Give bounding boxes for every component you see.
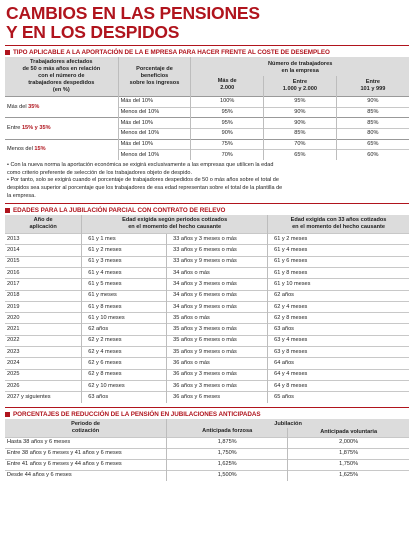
year-cell: 2025 (5, 369, 82, 380)
rate-cell: 75% (191, 139, 264, 150)
age-cell: 62 y 6 meses (82, 358, 167, 369)
pension-reduction-table (5, 419, 409, 481)
year-cell: 2021 (5, 324, 82, 335)
forced-rate-cell: 1,625% (167, 459, 288, 470)
header-year: Año de aplicación (5, 215, 82, 234)
voluntary-rate-cell: 1,750% (288, 459, 409, 470)
page-title (6, 4, 409, 42)
section-1-notes (7, 162, 409, 200)
year-cell: 2015 (5, 256, 82, 267)
rate-cell: 70% (191, 150, 264, 160)
benefit-cell: Menos del 10% (118, 107, 191, 118)
table-row (5, 234, 409, 245)
age-cell: 62 y 10 meses (82, 380, 167, 391)
section-divider (5, 407, 409, 408)
age-33-cell: 65 años (268, 392, 409, 403)
period-cell: Entre 41 años y 6 meses y 44 años y 6 meses (5, 459, 167, 470)
section-divider (5, 203, 409, 204)
benefit-cell: Más del 10% (118, 139, 191, 150)
rate-cell: 85% (336, 107, 409, 118)
forced-rate-cell: 1,875% (167, 437, 288, 448)
voluntary-rate-cell: 1,875% (288, 448, 409, 459)
table-row (5, 380, 409, 391)
year-cell: 2024 (5, 358, 82, 369)
period-cell: Entre 38 años y 6 meses y 41 años y 6 meses (5, 448, 167, 459)
header-age-by-contribution: Edad exigida según periodos cotizados en el momento del hecho causante (82, 215, 268, 234)
contribution-rate-rows (5, 97, 409, 161)
table-row (5, 470, 409, 481)
year-cell: 2013 (5, 234, 82, 245)
square-bullet-icon (5, 412, 10, 417)
age-33-cell: 61 y 4 meses (268, 245, 409, 256)
section-2-heading-text: EDADES PARA LA JUBILACIÓN PARCIAL CON CONTRATO DE RELEVO (13, 207, 226, 215)
age-33-cell: 62 y 8 meses (268, 313, 409, 324)
year-cell: 2023 (5, 347, 82, 358)
year-cell: 2019 (5, 301, 82, 312)
year-cell: 2018 (5, 290, 82, 301)
table-row (5, 290, 409, 301)
period-cell: 33 años y 3 meses o más (167, 234, 268, 245)
contribution-rate-table (5, 57, 409, 160)
age-cell: 62 y 4 meses (82, 347, 167, 358)
table-row (5, 97, 409, 108)
table-row (5, 267, 409, 278)
age-cell: 61 y 10 meses (82, 313, 167, 324)
age-cell: 61 y meses (82, 290, 167, 301)
table-row (5, 301, 409, 312)
age-cell: 63 años (82, 392, 167, 403)
header-retirement: Jubilación (167, 419, 409, 428)
partial-retirement-rows (5, 234, 409, 403)
section-3-heading-text: PORCENTAJES DE REDUCCIÓN DE LA PENSIÓN EN JUBILACIONES ANTICIPADAS (13, 410, 261, 418)
period-cell: 35 años y 3 meses o más (167, 324, 268, 335)
benefit-cell: Más del 10% (118, 118, 191, 129)
table-row (5, 369, 409, 380)
period-cell: 33 años y 9 meses o más (167, 256, 268, 267)
rate-cell: 70% (264, 139, 337, 150)
header-forced-early: Anticipada forzosa (167, 428, 288, 438)
year-cell: 2017 (5, 279, 82, 290)
header-contribution-period: Periodo de cotización (5, 419, 167, 438)
period-cell: 35 años y 6 meses o más (167, 335, 268, 346)
age-33-cell: 62 y 4 meses (268, 301, 409, 312)
rate-cell: 60% (336, 150, 409, 160)
pension-reduction-rows (5, 437, 409, 481)
age-cell: 61 y 2 meses (82, 245, 167, 256)
rate-cell: 65% (336, 139, 409, 150)
table-row (5, 358, 409, 369)
period-cell: Desde 44 años y 6 meses (5, 470, 167, 481)
period-cell: 35 años y 9 meses o más (167, 347, 268, 358)
table-row (5, 335, 409, 346)
period-cell: 36 años y 3 meses o más (167, 369, 268, 380)
table-row (5, 139, 409, 150)
header-more-than-2000: Más de 2.000 (191, 76, 264, 96)
group-label: Menos del 15% (5, 139, 118, 160)
benefit-cell: Menos del 10% (118, 129, 191, 140)
year-cell: 2026 (5, 380, 82, 391)
year-cell: 2014 (5, 245, 82, 256)
table-row (5, 118, 409, 129)
group-label: Entre 15% y 35% (5, 118, 118, 139)
year-cell: 2022 (5, 335, 82, 346)
age-33-cell: 61 y 8 meses (268, 267, 409, 278)
header-benefit-percentage: Porcentaje de beneficios sobre los ingresos (118, 57, 191, 97)
voluntary-rate-cell: 1,625% (288, 470, 409, 481)
square-bullet-icon (5, 50, 10, 55)
rate-cell: 65% (264, 150, 337, 160)
note-1: • Con la nueva norma la aportación económica se exigirá exclusivamente a las empresas que utilicen la edad como criterio preferente de selección de los trabajadores objeto de despido. (7, 162, 274, 176)
period-cell: 34 años y 3 meses o más (167, 279, 268, 290)
table-row (5, 313, 409, 324)
age-33-cell: 61 y 10 meses (268, 279, 409, 290)
group-label: Más del 35% (5, 97, 118, 118)
forced-rate-cell: 1,500% (167, 470, 288, 481)
age-cell: 61 y 1 mes (82, 234, 167, 245)
age-33-cell: 61 y 6 meses (268, 256, 409, 267)
table-row (5, 459, 409, 470)
period-cell: 34 años y 9 meses o más (167, 301, 268, 312)
square-bullet-icon (5, 208, 10, 213)
age-33-cell: 63 y 4 meses (268, 335, 409, 346)
year-cell: 2020 (5, 313, 82, 324)
benefit-cell: Menos del 10% (118, 150, 191, 160)
age-33-cell: 61 y 2 meses (268, 234, 409, 245)
age-cell: 61 y 4 meses (82, 267, 167, 278)
table-row (5, 279, 409, 290)
age-cell: 62 y 2 meses (82, 335, 167, 346)
age-cell: 61 y 5 meses (82, 279, 167, 290)
period-cell: Hasta 38 años y 6 meses (5, 437, 167, 448)
forced-rate-cell: 1,750% (167, 448, 288, 459)
title-line-2: Y EN LOS DESPIDOS (6, 22, 180, 42)
period-cell: 36 años y 6 meses (167, 392, 268, 403)
table-row (5, 448, 409, 459)
period-cell: 36 años y 3 meses o más (167, 380, 268, 391)
page (0, 4, 414, 556)
age-cell: 61 y 3 meses (82, 256, 167, 267)
rate-cell: 100% (191, 97, 264, 108)
period-cell: 35 años o más (167, 313, 268, 324)
period-cell: 34 años y 6 meses o más (167, 290, 268, 301)
title-line-1: CAMBIOS EN LAS PENSIONES (6, 3, 260, 23)
table-row (5, 437, 409, 448)
age-33-cell: 64 y 4 meses (268, 369, 409, 380)
section-1-heading-text: TIPO APLICABLE A LA APORTACIÓN DE LA E MPRESA PARA HACER FRENTE AL COSTE DE DESEMPLEO (13, 49, 330, 56)
header-affected-workers: Trabajadores afectados de 50 o más años en relación con el número de trabajadores despedidos (en %) (5, 57, 118, 97)
section-2-heading (5, 206, 409, 215)
period-cell: 33 años y 6 meses o más (167, 245, 268, 256)
year-cell: 2016 (5, 267, 82, 278)
header-voluntary-early: Anticipada voluntaria (288, 428, 409, 438)
rate-cell: 85% (336, 118, 409, 129)
header-company-workers: Número de trabajadores en la empresa (191, 57, 409, 76)
age-33-cell: 64 años (268, 358, 409, 369)
age-33-cell: 63 años (268, 324, 409, 335)
age-33-cell: 63 y 8 meses (268, 347, 409, 358)
period-cell: 34 años o más (167, 267, 268, 278)
note-2: • Por tanto, solo se exigirá cuando el porcentaje de trabajadores despedidos de 50 o más años sobre el total de despidos sea superior al porcentaje que los trabajadores de esa edad representan sobre el total de la plantilla de la empresa. (7, 177, 283, 199)
age-cell: 62 años (82, 324, 167, 335)
rate-cell: 90% (191, 129, 264, 140)
age-cell: 61 y 8 meses (82, 301, 167, 312)
table-row (5, 392, 409, 403)
voluntary-rate-cell: 2,000% (288, 437, 409, 448)
year-cell: 2027 y siguientes (5, 392, 82, 403)
age-33-cell: 62 años (268, 290, 409, 301)
rate-cell: 90% (336, 97, 409, 108)
benefit-cell: Más del 10% (118, 97, 191, 108)
age-33-cell: 64 y 8 meses (268, 380, 409, 391)
rate-cell: 95% (191, 118, 264, 129)
table-row (5, 324, 409, 335)
partial-retirement-table (5, 215, 409, 402)
age-cell: 62 y 8 meses (82, 369, 167, 380)
rate-cell: 90% (264, 118, 337, 129)
header-101-999: Entre 101 y 999 (336, 76, 409, 96)
section-3-heading (5, 410, 409, 419)
rate-cell: 80% (336, 129, 409, 140)
header-age-33-years: Edad exigida con 33 años cotizados en el momento del hecho causante (268, 215, 409, 234)
header-1000-2000: Entre 1.000 y 2.000 (264, 76, 337, 96)
rate-cell: 90% (264, 107, 337, 118)
rate-cell: 95% (191, 107, 264, 118)
rate-cell: 95% (264, 97, 337, 108)
section-divider (5, 45, 409, 46)
table-row (5, 245, 409, 256)
section-1-heading (5, 48, 409, 57)
rate-cell: 85% (264, 129, 337, 140)
table-row (5, 347, 409, 358)
period-cell: 36 años o más (167, 358, 268, 369)
table-row (5, 256, 409, 267)
